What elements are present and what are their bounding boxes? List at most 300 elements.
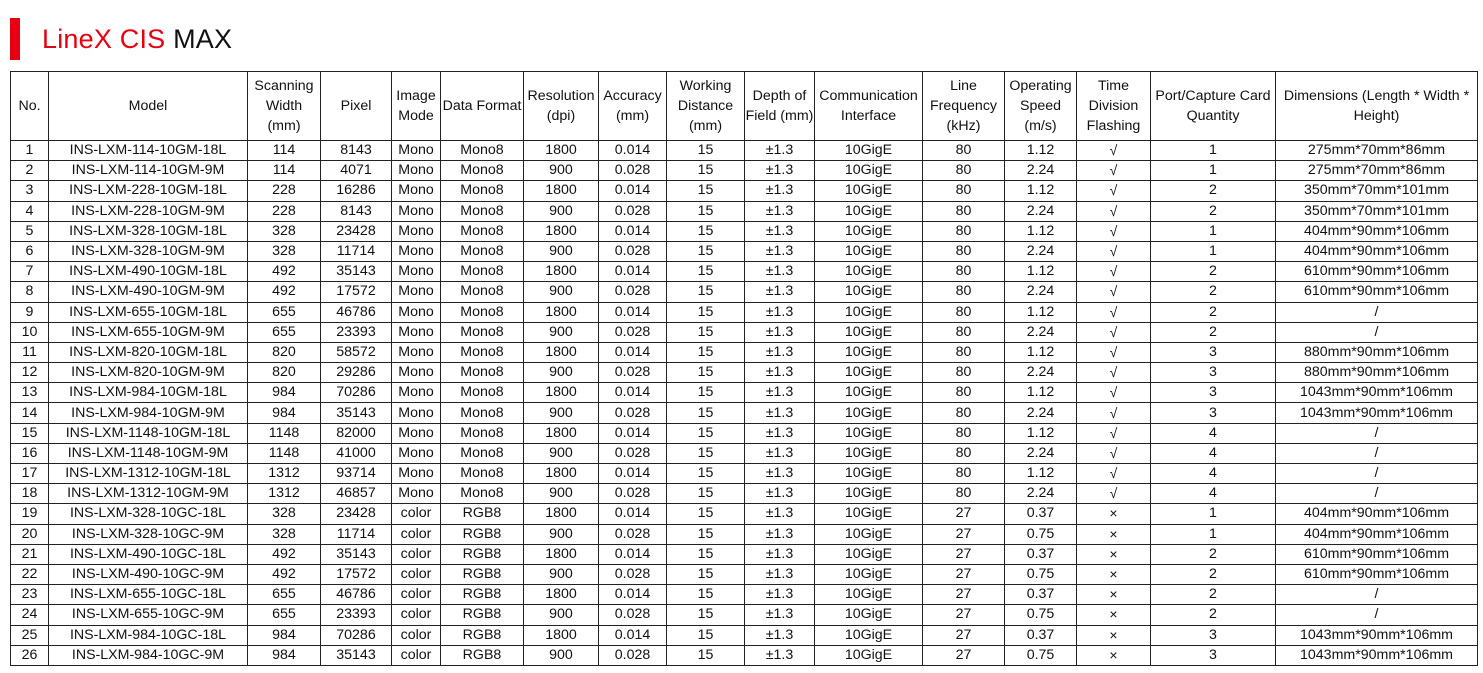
cell-pixel: 35143 [321, 403, 392, 423]
cell-dimensions: 880mm*90mm*106mm [1276, 363, 1478, 383]
cell-depth-of-field: ±1.3 [745, 322, 815, 342]
cell-pixel: 11714 [321, 241, 392, 261]
cell-working-distance: 15 [667, 625, 745, 645]
cell-operating-speed: 0.75 [1005, 645, 1077, 665]
cell-working-distance: 15 [667, 443, 745, 463]
cell-time-division-flashing: √ [1077, 141, 1151, 161]
cell-pixel: 70286 [321, 625, 392, 645]
cell-data-format: Mono8 [441, 282, 524, 302]
cell-accuracy: 0.028 [599, 605, 667, 625]
cell-operating-speed: 1.12 [1005, 262, 1077, 282]
cell-model: INS-LXM-228-10GM-9M [49, 201, 248, 221]
cell-port-capture-card-quantity: 4 [1151, 484, 1276, 504]
cell-dimensions: 404mm*90mm*106mm [1276, 524, 1478, 544]
cell-dimensions: 350mm*70mm*101mm [1276, 201, 1478, 221]
cell-operating-speed: 0.37 [1005, 625, 1077, 645]
cell-pixel: 8143 [321, 201, 392, 221]
cell-image-mode: Mono [392, 141, 441, 161]
cell-pixel: 8143 [321, 141, 392, 161]
cell-model: INS-LXM-114-10GM-18L [49, 141, 248, 161]
cell-depth-of-field: ±1.3 [745, 241, 815, 261]
cell-working-distance: 15 [667, 544, 745, 564]
cell-accuracy: 0.028 [599, 322, 667, 342]
cell-time-division-flashing: √ [1077, 161, 1151, 181]
cell-model: INS-LXM-655-10GC-18L [49, 585, 248, 605]
cell-accuracy: 0.028 [599, 564, 667, 584]
cell-resolution: 900 [524, 201, 599, 221]
cell-line-frequency: 27 [923, 645, 1005, 665]
cell-no: 25 [11, 625, 49, 645]
cell-resolution: 900 [524, 322, 599, 342]
cell-dimensions: 1043mm*90mm*106mm [1276, 625, 1478, 645]
cell-no: 16 [11, 443, 49, 463]
table-row [11, 363, 1478, 383]
cell-resolution: 900 [524, 282, 599, 302]
header-col-data-format: Data Format [441, 72, 524, 141]
header-col-time-division-flashing: Time Division Flashing [1077, 72, 1151, 141]
cell-port-capture-card-quantity: 2 [1151, 585, 1276, 605]
cell-resolution: 1800 [524, 181, 599, 201]
cell-data-format: RGB8 [441, 625, 524, 645]
cell-image-mode: Mono [392, 484, 441, 504]
table-row [11, 403, 1478, 423]
cell-depth-of-field: ±1.3 [745, 484, 815, 504]
cell-working-distance: 15 [667, 403, 745, 423]
cell-scanning-width: 114 [248, 141, 321, 161]
table-row [11, 181, 1478, 201]
cell-pixel: 23393 [321, 605, 392, 625]
table-row [11, 625, 1478, 645]
cell-data-format: Mono8 [441, 403, 524, 423]
cell-depth-of-field: ±1.3 [745, 645, 815, 665]
table-row [11, 302, 1478, 322]
cell-line-frequency: 80 [923, 262, 1005, 282]
cell-port-capture-card-quantity: 3 [1151, 625, 1276, 645]
cell-image-mode: Mono [392, 363, 441, 383]
cell-data-format: Mono8 [441, 363, 524, 383]
page-title [10, 18, 232, 60]
cell-port-capture-card-quantity: 1 [1151, 504, 1276, 524]
cell-communication-interface: 10GigE [815, 181, 923, 201]
table-row [11, 282, 1478, 302]
cell-time-division-flashing: √ [1077, 282, 1151, 302]
cell-working-distance: 15 [667, 161, 745, 181]
cell-pixel: 16286 [321, 181, 392, 201]
cell-data-format: Mono8 [441, 181, 524, 201]
cell-time-division-flashing: × [1077, 564, 1151, 584]
table-row [11, 322, 1478, 342]
cell-operating-speed: 0.37 [1005, 504, 1077, 524]
cell-time-division-flashing: √ [1077, 201, 1151, 221]
cell-communication-interface: 10GigE [815, 464, 923, 484]
cell-port-capture-card-quantity: 1 [1151, 161, 1276, 181]
cell-working-distance: 15 [667, 383, 745, 403]
cell-accuracy: 0.028 [599, 524, 667, 544]
cell-port-capture-card-quantity: 1 [1151, 241, 1276, 261]
cell-data-format: RGB8 [441, 524, 524, 544]
cell-depth-of-field: ±1.3 [745, 282, 815, 302]
cell-communication-interface: 10GigE [815, 504, 923, 524]
cell-scanning-width: 492 [248, 282, 321, 302]
table-row [11, 504, 1478, 524]
cell-image-mode: Mono [392, 262, 441, 282]
cell-image-mode: color [392, 544, 441, 564]
cell-operating-speed: 0.37 [1005, 585, 1077, 605]
header-col-resolution: Resolution (dpi) [524, 72, 599, 141]
cell-resolution: 900 [524, 363, 599, 383]
cell-time-division-flashing: √ [1077, 363, 1151, 383]
cell-time-division-flashing: √ [1077, 302, 1151, 322]
cell-line-frequency: 80 [923, 201, 1005, 221]
cell-pixel: 17572 [321, 282, 392, 302]
cell-model: INS-LXM-1312-10GM-9M [49, 484, 248, 504]
table-row [11, 221, 1478, 241]
cell-dimensions: / [1276, 464, 1478, 484]
cell-pixel: 58572 [321, 342, 392, 362]
cell-working-distance: 15 [667, 645, 745, 665]
cell-communication-interface: 10GigE [815, 221, 923, 241]
cell-communication-interface: 10GigE [815, 363, 923, 383]
cell-model: INS-LXM-984-10GM-18L [49, 383, 248, 403]
cell-time-division-flashing: × [1077, 544, 1151, 564]
cell-working-distance: 15 [667, 221, 745, 241]
cell-pixel: 35143 [321, 262, 392, 282]
cell-time-division-flashing: √ [1077, 322, 1151, 342]
cell-dimensions: 880mm*90mm*106mm [1276, 342, 1478, 362]
cell-depth-of-field: ±1.3 [745, 383, 815, 403]
cell-no: 20 [11, 524, 49, 544]
cell-dimensions: 1043mm*90mm*106mm [1276, 645, 1478, 665]
cell-port-capture-card-quantity: 2 [1151, 564, 1276, 584]
cell-resolution: 1800 [524, 141, 599, 161]
cell-time-division-flashing: × [1077, 585, 1151, 605]
cell-no: 19 [11, 504, 49, 524]
cell-depth-of-field: ±1.3 [745, 403, 815, 423]
cell-image-mode: Mono [392, 342, 441, 362]
cell-depth-of-field: ±1.3 [745, 504, 815, 524]
table-row [11, 645, 1478, 665]
cell-line-frequency: 27 [923, 605, 1005, 625]
cell-time-division-flashing: × [1077, 625, 1151, 645]
cell-dimensions: / [1276, 585, 1478, 605]
cell-scanning-width: 492 [248, 262, 321, 282]
cell-accuracy: 0.028 [599, 403, 667, 423]
cell-time-division-flashing: √ [1077, 241, 1151, 261]
cell-dimensions: 610mm*90mm*106mm [1276, 564, 1478, 584]
cell-line-frequency: 27 [923, 544, 1005, 564]
cell-time-division-flashing: √ [1077, 423, 1151, 443]
cell-data-format: RGB8 [441, 645, 524, 665]
cell-no: 5 [11, 221, 49, 241]
cell-no: 7 [11, 262, 49, 282]
cell-model: INS-LXM-328-10GM-18L [49, 221, 248, 241]
cell-image-mode: Mono [392, 241, 441, 261]
cell-accuracy: 0.014 [599, 383, 667, 403]
cell-no: 26 [11, 645, 49, 665]
cell-dimensions: / [1276, 302, 1478, 322]
cell-model: INS-LXM-984-10GM-9M [49, 403, 248, 423]
title-brand: LineX CIS [42, 23, 166, 54]
cell-operating-speed: 0.75 [1005, 524, 1077, 544]
cell-depth-of-field: ±1.3 [745, 423, 815, 443]
cell-operating-speed: 1.12 [1005, 302, 1077, 322]
table-row [11, 161, 1478, 181]
cell-no: 21 [11, 544, 49, 564]
cell-resolution: 1800 [524, 302, 599, 322]
cell-image-mode: Mono [392, 464, 441, 484]
cell-operating-speed: 2.24 [1005, 322, 1077, 342]
cell-pixel: 82000 [321, 423, 392, 443]
table-row [11, 564, 1478, 584]
cell-no: 11 [11, 342, 49, 362]
cell-port-capture-card-quantity: 2 [1151, 544, 1276, 564]
cell-accuracy: 0.014 [599, 302, 667, 322]
cell-resolution: 1800 [524, 585, 599, 605]
cell-image-mode: color [392, 524, 441, 544]
cell-resolution: 900 [524, 605, 599, 625]
cell-no: 12 [11, 363, 49, 383]
cell-accuracy: 0.014 [599, 141, 667, 161]
header-col-accuracy: Accuracy (mm) [599, 72, 667, 141]
cell-communication-interface: 10GigE [815, 201, 923, 221]
cell-pixel: 17572 [321, 564, 392, 584]
cell-communication-interface: 10GigE [815, 484, 923, 504]
cell-dimensions: 610mm*90mm*106mm [1276, 262, 1478, 282]
cell-dimensions: 1043mm*90mm*106mm [1276, 403, 1478, 423]
cell-line-frequency: 27 [923, 625, 1005, 645]
cell-port-capture-card-quantity: 3 [1151, 363, 1276, 383]
cell-communication-interface: 10GigE [815, 605, 923, 625]
cell-scanning-width: 655 [248, 605, 321, 625]
cell-communication-interface: 10GigE [815, 302, 923, 322]
cell-time-division-flashing: √ [1077, 464, 1151, 484]
cell-dimensions: 404mm*90mm*106mm [1276, 241, 1478, 261]
cell-data-format: Mono8 [441, 423, 524, 443]
cell-line-frequency: 27 [923, 504, 1005, 524]
cell-data-format: Mono8 [441, 322, 524, 342]
cell-resolution: 900 [524, 161, 599, 181]
cell-image-mode: color [392, 605, 441, 625]
cell-time-division-flashing: × [1077, 645, 1151, 665]
table-row [11, 443, 1478, 463]
cell-working-distance: 15 [667, 605, 745, 625]
cell-no: 6 [11, 241, 49, 261]
cell-pixel: 46786 [321, 302, 392, 322]
cell-accuracy: 0.028 [599, 161, 667, 181]
cell-operating-speed: 2.24 [1005, 403, 1077, 423]
cell-depth-of-field: ±1.3 [745, 201, 815, 221]
cell-operating-speed: 1.12 [1005, 141, 1077, 161]
cell-accuracy: 0.028 [599, 484, 667, 504]
cell-working-distance: 15 [667, 201, 745, 221]
cell-resolution: 900 [524, 524, 599, 544]
cell-dimensions: 275mm*70mm*86mm [1276, 161, 1478, 181]
cell-scanning-width: 655 [248, 585, 321, 605]
cell-scanning-width: 1312 [248, 464, 321, 484]
cell-model: INS-LXM-655-10GM-9M [49, 322, 248, 342]
title-text [42, 23, 233, 54]
cell-no: 17 [11, 464, 49, 484]
cell-pixel: 4071 [321, 161, 392, 181]
cell-scanning-width: 984 [248, 403, 321, 423]
cell-pixel: 11714 [321, 524, 392, 544]
cell-line-frequency: 80 [923, 484, 1005, 504]
cell-communication-interface: 10GigE [815, 262, 923, 282]
table-row [11, 544, 1478, 564]
cell-scanning-width: 1148 [248, 443, 321, 463]
cell-line-frequency: 80 [923, 464, 1005, 484]
cell-communication-interface: 10GigE [815, 524, 923, 544]
cell-image-mode: Mono [392, 322, 441, 342]
cell-model: INS-LXM-820-10GM-9M [49, 363, 248, 383]
cell-image-mode: Mono [392, 302, 441, 322]
cell-port-capture-card-quantity: 4 [1151, 443, 1276, 463]
cell-accuracy: 0.014 [599, 504, 667, 524]
cell-dimensions: 610mm*90mm*106mm [1276, 544, 1478, 564]
cell-model: INS-LXM-490-10GC-9M [49, 564, 248, 584]
cell-resolution: 900 [524, 484, 599, 504]
header-col-line-frequency: Line Frequency (kHz) [923, 72, 1005, 141]
cell-line-frequency: 80 [923, 181, 1005, 201]
cell-operating-speed: 2.24 [1005, 443, 1077, 463]
table-row [11, 605, 1478, 625]
cell-data-format: Mono8 [441, 201, 524, 221]
cell-time-division-flashing: √ [1077, 181, 1151, 201]
cell-model: INS-LXM-984-10GC-18L [49, 625, 248, 645]
cell-line-frequency: 80 [923, 322, 1005, 342]
cell-dimensions: / [1276, 423, 1478, 443]
cell-no: 2 [11, 161, 49, 181]
cell-data-format: Mono8 [441, 302, 524, 322]
cell-line-frequency: 80 [923, 161, 1005, 181]
cell-operating-speed: 2.24 [1005, 241, 1077, 261]
cell-model: INS-LXM-114-10GM-9M [49, 161, 248, 181]
cell-working-distance: 15 [667, 342, 745, 362]
cell-working-distance: 15 [667, 464, 745, 484]
cell-image-mode: Mono [392, 161, 441, 181]
cell-operating-speed: 2.24 [1005, 484, 1077, 504]
cell-line-frequency: 80 [923, 282, 1005, 302]
header-col-image-mode: Image Mode [392, 72, 441, 141]
cell-line-frequency: 80 [923, 423, 1005, 443]
cell-time-division-flashing: √ [1077, 221, 1151, 241]
cell-line-frequency: 80 [923, 221, 1005, 241]
cell-resolution: 1800 [524, 464, 599, 484]
cell-communication-interface: 10GigE [815, 141, 923, 161]
cell-depth-of-field: ±1.3 [745, 443, 815, 463]
cell-no: 18 [11, 484, 49, 504]
cell-working-distance: 15 [667, 241, 745, 261]
cell-scanning-width: 328 [248, 221, 321, 241]
cell-scanning-width: 984 [248, 383, 321, 403]
cell-resolution: 1800 [524, 383, 599, 403]
cell-line-frequency: 80 [923, 342, 1005, 362]
cell-time-division-flashing: √ [1077, 443, 1151, 463]
cell-working-distance: 15 [667, 363, 745, 383]
cell-dimensions: / [1276, 322, 1478, 342]
cell-model: INS-LXM-1148-10GM-9M [49, 443, 248, 463]
cell-port-capture-card-quantity: 2 [1151, 302, 1276, 322]
cell-accuracy: 0.014 [599, 181, 667, 201]
cell-working-distance: 15 [667, 484, 745, 504]
cell-communication-interface: 10GigE [815, 161, 923, 181]
cell-operating-speed: 2.24 [1005, 201, 1077, 221]
cell-depth-of-field: ±1.3 [745, 342, 815, 362]
cell-line-frequency: 80 [923, 141, 1005, 161]
cell-resolution: 1800 [524, 625, 599, 645]
cell-scanning-width: 228 [248, 181, 321, 201]
cell-data-format: Mono8 [441, 141, 524, 161]
cell-accuracy: 0.014 [599, 464, 667, 484]
header-col-port-capture-card-quantity: Port/Capture Card Quantity [1151, 72, 1276, 141]
cell-line-frequency: 27 [923, 564, 1005, 584]
table-row [11, 342, 1478, 362]
cell-time-division-flashing: √ [1077, 484, 1151, 504]
cell-model: INS-LXM-1312-10GM-18L [49, 464, 248, 484]
cell-resolution: 1800 [524, 262, 599, 282]
cell-image-mode: color [392, 564, 441, 584]
cell-depth-of-field: ±1.3 [745, 524, 815, 544]
table-row [11, 585, 1478, 605]
cell-data-format: Mono8 [441, 161, 524, 181]
cell-image-mode: color [392, 645, 441, 665]
cell-depth-of-field: ±1.3 [745, 262, 815, 282]
cell-accuracy: 0.014 [599, 423, 667, 443]
cell-depth-of-field: ±1.3 [745, 161, 815, 181]
header-col-model: Model [49, 72, 248, 141]
cell-pixel: 41000 [321, 443, 392, 463]
cell-resolution: 1800 [524, 221, 599, 241]
cell-communication-interface: 10GigE [815, 625, 923, 645]
cell-scanning-width: 655 [248, 302, 321, 322]
cell-port-capture-card-quantity: 4 [1151, 464, 1276, 484]
cell-resolution: 900 [524, 645, 599, 665]
cell-communication-interface: 10GigE [815, 645, 923, 665]
cell-scanning-width: 492 [248, 544, 321, 564]
cell-model: INS-LXM-490-10GC-18L [49, 544, 248, 564]
cell-data-format: Mono8 [441, 443, 524, 463]
cell-resolution: 1800 [524, 423, 599, 443]
cell-dimensions: 1043mm*90mm*106mm [1276, 383, 1478, 403]
cell-resolution: 900 [524, 443, 599, 463]
cell-resolution: 1800 [524, 504, 599, 524]
cell-port-capture-card-quantity: 2 [1151, 605, 1276, 625]
cell-time-division-flashing: √ [1077, 383, 1151, 403]
cell-model: INS-LXM-984-10GC-9M [49, 645, 248, 665]
cell-pixel: 23428 [321, 504, 392, 524]
cell-communication-interface: 10GigE [815, 383, 923, 403]
cell-image-mode: Mono [392, 221, 441, 241]
cell-model: INS-LXM-328-10GM-9M [49, 241, 248, 261]
cell-accuracy: 0.028 [599, 443, 667, 463]
cell-operating-speed: 2.24 [1005, 363, 1077, 383]
cell-operating-speed: 1.12 [1005, 181, 1077, 201]
cell-image-mode: color [392, 625, 441, 645]
cell-model: INS-LXM-655-10GM-18L [49, 302, 248, 322]
cell-data-format: Mono8 [441, 241, 524, 261]
cell-depth-of-field: ±1.3 [745, 302, 815, 322]
cell-model: INS-LXM-490-10GM-18L [49, 262, 248, 282]
cell-image-mode: Mono [392, 383, 441, 403]
cell-time-division-flashing: × [1077, 605, 1151, 625]
cell-scanning-width: 984 [248, 625, 321, 645]
cell-working-distance: 15 [667, 262, 745, 282]
table-row [11, 464, 1478, 484]
cell-scanning-width: 328 [248, 504, 321, 524]
cell-communication-interface: 10GigE [815, 443, 923, 463]
cell-no: 1 [11, 141, 49, 161]
cell-operating-speed: 1.12 [1005, 342, 1077, 362]
